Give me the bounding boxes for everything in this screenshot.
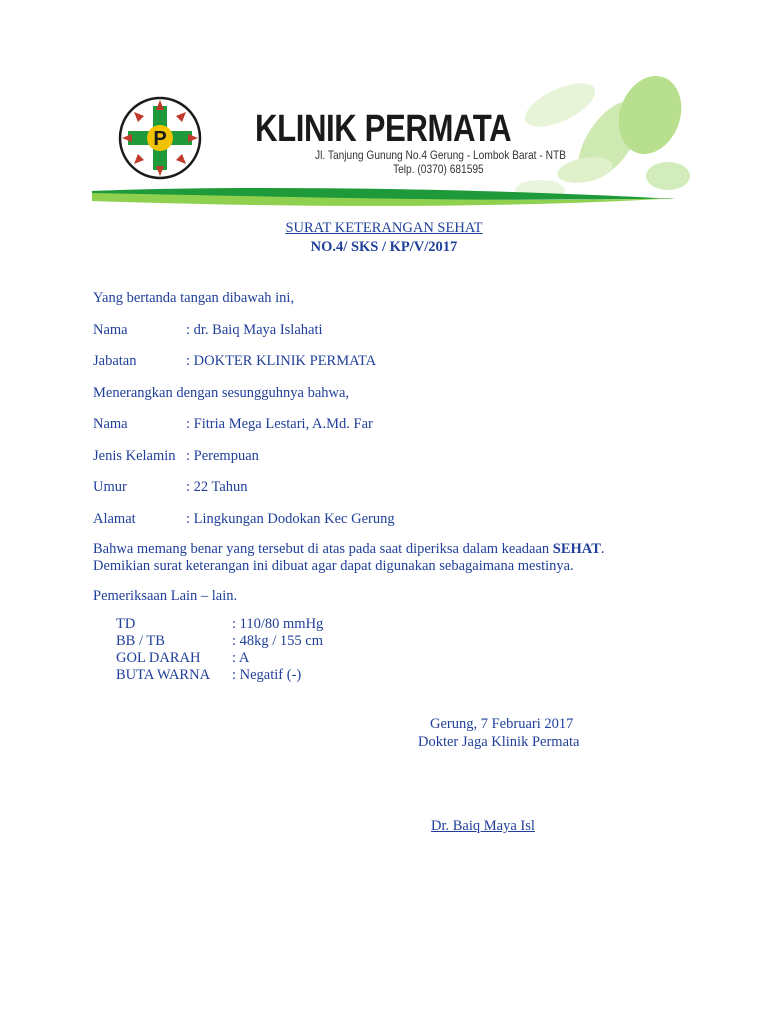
letterhead <box>0 0 768 220</box>
signature-name: Dr. Baiq Maya Isl <box>431 818 535 834</box>
conclusion-line-2: Demikian surat keterangan ini dibuat agar dapat digunakan sebagaimana mestinya. <box>93 558 574 574</box>
logo-letter: P <box>153 128 167 150</box>
signer-position-label: Jabatan <box>93 353 137 369</box>
letter-title <box>0 220 768 237</box>
intro-text: Yang bertanda tangan dibawah ini, <box>93 290 295 306</box>
letter-title-text: SURAT KETERANGAN SEHAT <box>285 220 483 236</box>
exam-color-blind-label: BUTA WARNA <box>116 667 211 683</box>
patient-address-label: Alamat <box>93 511 136 527</box>
exam-bp-label: TD <box>116 616 136 632</box>
patient-age-value: : 22 Tahun <box>186 479 248 495</box>
signer-name-value: : dr. Baiq Maya Islahati <box>186 322 323 338</box>
patient-gender-value: : Perempuan <box>186 448 259 464</box>
signature-role: Dokter Jaga Klinik Permata <box>418 734 580 750</box>
signer-position-value: : DOKTER KLINIK PERMATA <box>186 353 377 369</box>
exam-blood-type-label: GOL DARAH <box>116 650 201 666</box>
clinic-name: KLINIK PERMATA <box>255 108 512 150</box>
statement-text: Menerangkan dengan sesungguhnya bahwa, <box>93 385 350 401</box>
letter-number: NO.4/ SKS / KP/V/2017 <box>310 239 458 255</box>
conclusion-line-1 <box>93 541 605 558</box>
exam-blood-type-value: : A <box>232 650 250 666</box>
clinic-address: Jl. Tanjung Gunung No.4 Gerung - Lombok Barat - NTB <box>315 148 566 162</box>
clinic-logo <box>118 96 202 180</box>
patient-age-label: Umur <box>93 479 127 495</box>
patient-name-label: Nama <box>93 416 128 432</box>
exam-weight-height-label: BB / TB <box>116 633 165 649</box>
patient-address-value: : Lingkungan Dodokan Kec Gerung <box>186 511 395 527</box>
patient-gender-label: Jenis Kelamin <box>93 448 176 464</box>
conclusion-prefix: Bahwa memang benar yang tersebut di atas pada saat diperiksa dalam keadaan <box>93 541 553 557</box>
conclusion-healthy: SEHAT <box>552 541 601 557</box>
other-exam-heading: Pemeriksaan Lain – lain. <box>93 588 238 604</box>
exam-color-blind-value: : Negatif (-) <box>232 667 302 683</box>
clinic-phone: Telp. (0370) 681595 <box>393 162 484 176</box>
patient-name-value: : Fitria Mega Lestari, A.Md. Far <box>186 416 373 432</box>
exam-weight-height-value: : 48kg / 155 cm <box>232 633 324 649</box>
signer-name-label: Nama <box>93 322 128 338</box>
signature-place-date: Gerung, 7 Februari 2017 <box>430 716 574 732</box>
exam-bp-value: : 110/80 mmHg <box>232 616 324 632</box>
conclusion-suffix: . <box>600 541 605 557</box>
